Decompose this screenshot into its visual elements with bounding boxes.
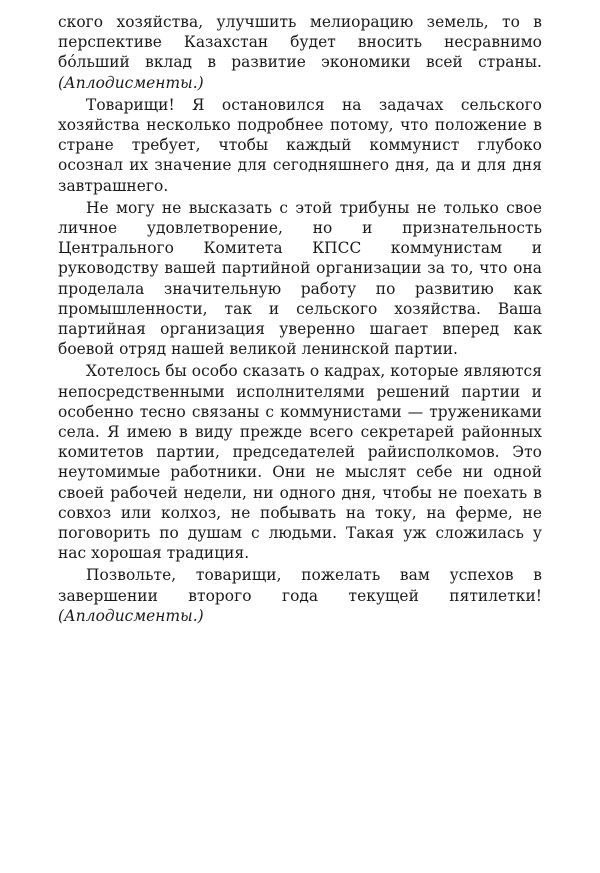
paragraph-2 [58,95,542,196]
paragraph-4-text: Хотелось бы особо сказать о кадрах, которые являются непосредственными исполнителями решений партии и особенно тесно связаны с коммунистами — тружениками села. Я имею в виду прежде всего секретарей районных комитетов партии, председателей райисполкомов. Это неутомимые работники. Они не мыслят себе ни одной своей рабочей недели, ни одного дня, чтобы не поехать в совхоз или колхоз, не побывать на току, на ферме, не поговорить по душам с людьми. Такая уж сложилась у нас хорошая традиция. [58,362,542,563]
paragraph-5-text: Позвольте, товарищи, пожелать вам успехов в завершении второго года текущей пятилетки! [58,566,542,605]
paragraph-3 [58,198,542,360]
paragraph-5 [58,565,542,626]
paragraph-1 [58,12,542,93]
paragraph-4 [58,361,542,563]
paragraph-3-text: Не могу не высказать с этой трибуны не только свое личное удовлетворение, но и признательность Центрального Комитета КПСС коммунистам и руководству вашей партийной организации за то, что она проделала значительную работу по развитию как промышленности, так и сельского хозяйства. Ваша партийная организация уверенно шагает вперед как боевой отряд нашей великой ленинской партии. [58,198,542,359]
document-page [58,12,542,628]
applause-note-2: (Аплодисменты.) [58,606,204,625]
applause-note-1: (Аплодисменты.) [58,73,204,92]
paragraph-1-text: ского хозяйства, улучшить мелиорацию земель, то в перспективе Казахстан будет вносить несравнимо бо́льший вклад в развитие экономики всей страны. [58,13,542,72]
paragraph-2-text: Товарищи! Я остановился на задачах сельского хозяйства несколько подробнее потому, что положение в стране требует, чтобы каждый коммунист глубоко осознал их значение для сегодняшнего дня, да и для дня завтрашнего. [58,95,542,195]
